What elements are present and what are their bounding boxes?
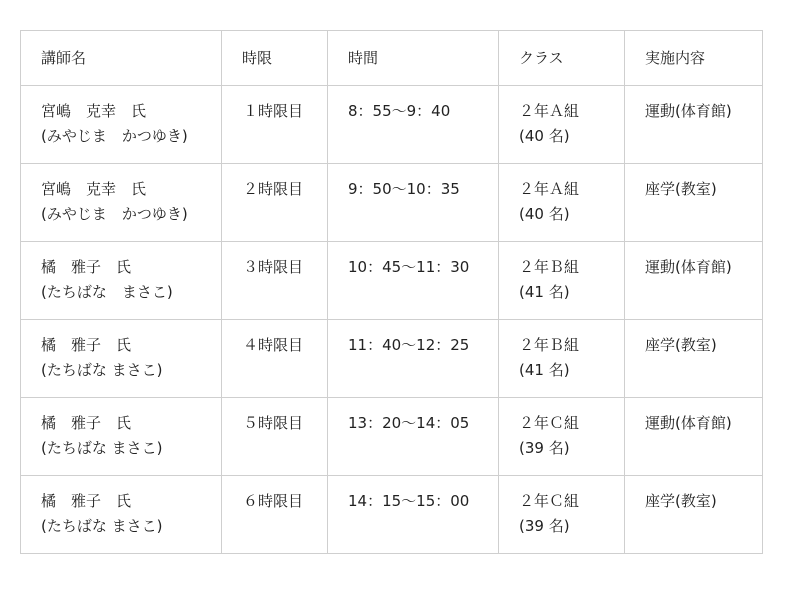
class-name: ２年Ｂ組: [519, 336, 580, 354]
lecturer-name: 橘 雅子 氏: [41, 414, 132, 432]
lecturer-reading: (たちばな まさこ): [41, 517, 163, 535]
header-period: 時限: [222, 31, 328, 86]
class-name: ２年Ａ組: [519, 102, 580, 120]
class-cell: [499, 86, 625, 164]
content-cell: 運動(体育館): [625, 86, 763, 164]
time-cell: 14：15〜15：00: [328, 476, 499, 554]
period-cell: ４時限目: [222, 320, 328, 398]
period-cell: ５時限目: [222, 398, 328, 476]
period-cell: ６時限目: [222, 476, 328, 554]
header-time: 時間: [328, 31, 499, 86]
lecturer-reading: (たちばな まさこ): [41, 283, 173, 301]
lecturer-name: 橘 雅子 氏: [41, 258, 132, 276]
class-cell: [499, 164, 625, 242]
class-size: (40 名): [519, 127, 570, 145]
time-cell: 8：55〜9：40: [328, 86, 499, 164]
lecturer-cell: [21, 398, 222, 476]
class-cell: [499, 398, 625, 476]
lecturer-name: 橘 雅子 氏: [41, 492, 132, 510]
time-cell: 9：50〜10：35: [328, 164, 499, 242]
lecturer-cell: [21, 164, 222, 242]
lecturer-reading: (みやじま かつゆき): [41, 127, 188, 145]
time-cell: 10：45〜11：30: [328, 242, 499, 320]
class-size: (40 名): [519, 205, 570, 223]
table-row: [21, 242, 763, 320]
lecturer-reading: (みやじま かつゆき): [41, 205, 188, 223]
class-size: (41 名): [519, 361, 570, 379]
class-name: ２年Ａ組: [519, 180, 580, 198]
content-cell: 座学(教室): [625, 164, 763, 242]
class-size: (39 名): [519, 439, 570, 457]
period-cell: ２時限目: [222, 164, 328, 242]
lecturer-cell: [21, 86, 222, 164]
content-cell: 運動(体育館): [625, 398, 763, 476]
table-header: [21, 31, 763, 86]
class-size: (41 名): [519, 283, 570, 301]
table-body: [21, 86, 763, 554]
lecturer-reading: (たちばな まさこ): [41, 439, 163, 457]
table-row: [21, 398, 763, 476]
lecturer-name: 橘 雅子 氏: [41, 336, 132, 354]
class-cell: [499, 320, 625, 398]
content-cell: 座学(教室): [625, 320, 763, 398]
period-cell: １時限目: [222, 86, 328, 164]
header-row: [21, 31, 763, 86]
class-name: ２年Ｃ組: [519, 492, 580, 510]
period-cell: ３時限目: [222, 242, 328, 320]
lecturer-cell: [21, 476, 222, 554]
schedule-table: [20, 30, 763, 554]
class-cell: [499, 476, 625, 554]
content-cell: 運動(体育館): [625, 242, 763, 320]
table-row: [21, 476, 763, 554]
table-row: [21, 86, 763, 164]
time-cell: 11：40〜12：25: [328, 320, 499, 398]
lecturer-cell: [21, 242, 222, 320]
lecturer-name: 宮嶋 克幸 氏: [41, 180, 147, 198]
class-cell: [499, 242, 625, 320]
lecturer-cell: [21, 320, 222, 398]
content-cell: 座学(教室): [625, 476, 763, 554]
table-row: [21, 164, 763, 242]
header-class: クラス: [499, 31, 625, 86]
header-content: 実施内容: [625, 31, 763, 86]
header-lecturer: 講師名: [21, 31, 222, 86]
time-cell: 13：20〜14：05: [328, 398, 499, 476]
class-name: ２年Ｂ組: [519, 258, 580, 276]
class-size: (39 名): [519, 517, 570, 535]
table-row: [21, 320, 763, 398]
lecturer-reading: (たちばな まさこ): [41, 361, 163, 379]
lecturer-name: 宮嶋 克幸 氏: [41, 102, 147, 120]
class-name: ２年Ｃ組: [519, 414, 580, 432]
